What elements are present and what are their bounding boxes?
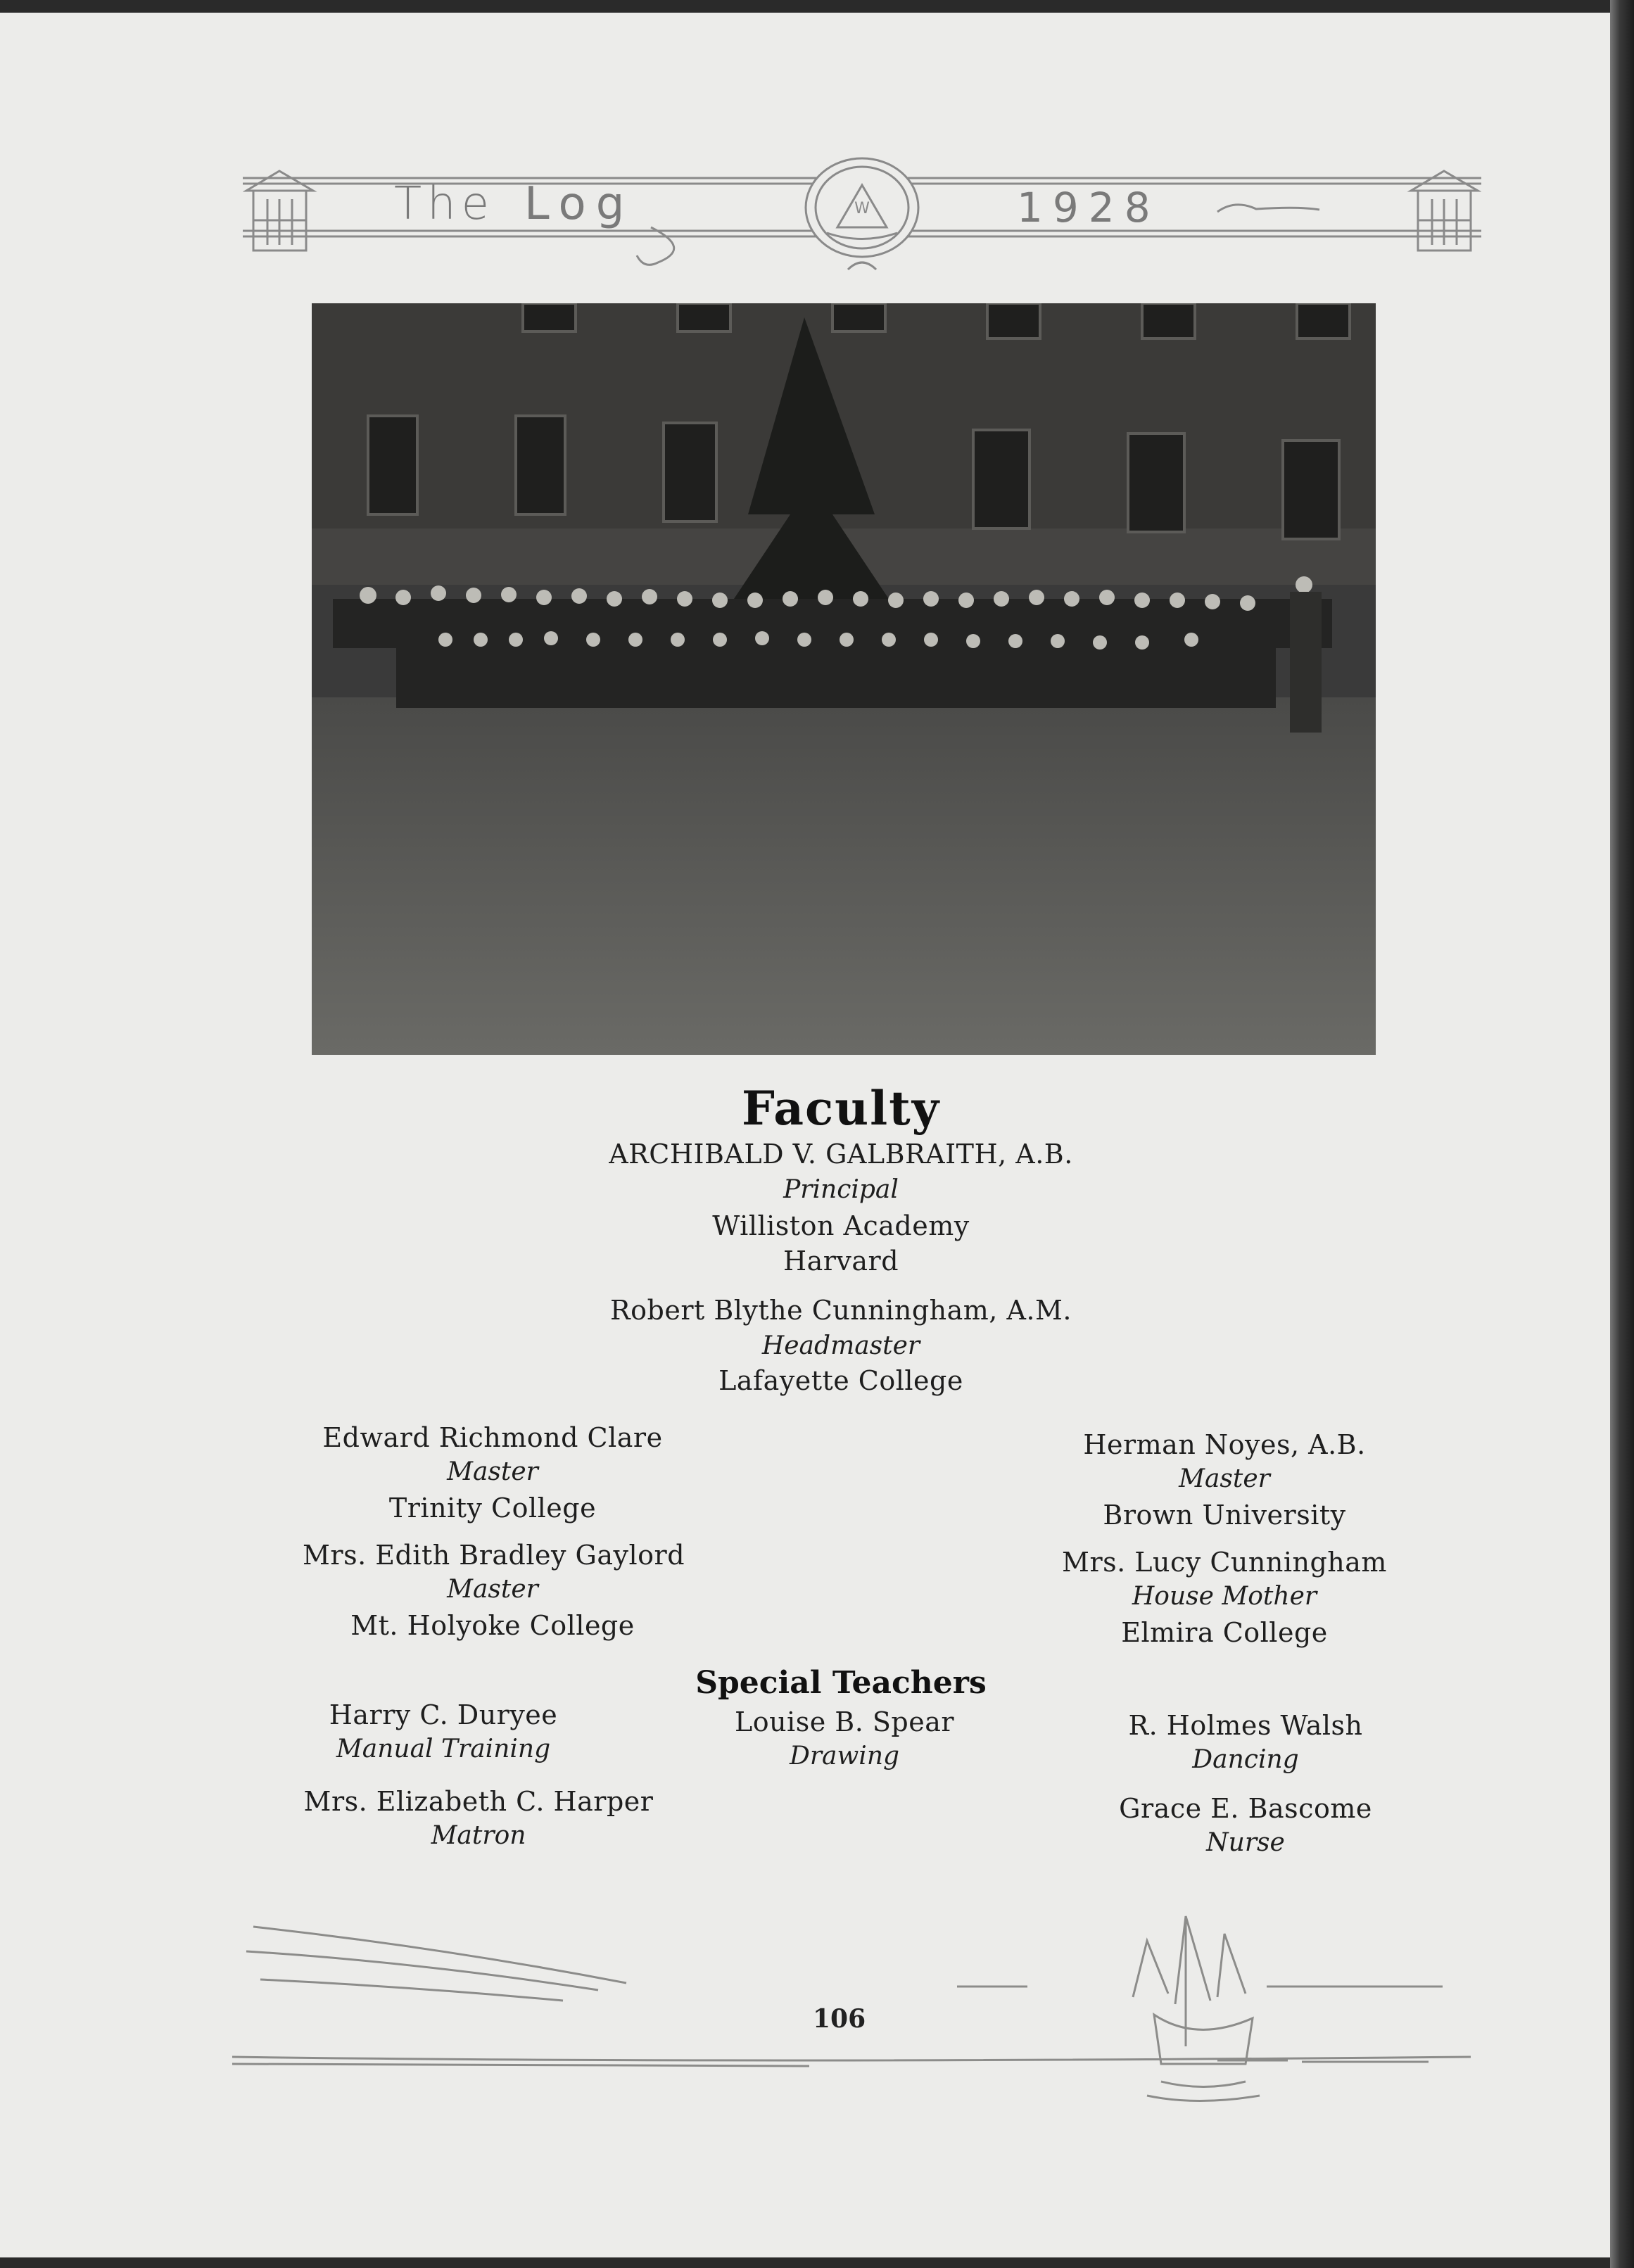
special-entry-left-1: [303, 1699, 584, 1763]
faculty-role: Master: [447, 1575, 538, 1604]
principal-name: ARCHIBALD V. GALBRAITH, A.B.: [609, 1139, 1073, 1170]
faculty-entry-right-2: [1041, 1547, 1407, 1648]
faculty-entry-left-2: [303, 1540, 683, 1641]
special-role: Manual Training: [336, 1735, 551, 1763]
svg-text:W: W: [854, 200, 870, 217]
header-title-the: The: [394, 178, 495, 230]
principal-school-2: Harvard: [783, 1246, 899, 1276]
faculty-school: Trinity College: [388, 1493, 597, 1523]
special-role: Drawing: [789, 1742, 900, 1770]
special-name: Mrs. Elizabeth C. Harper: [303, 1786, 654, 1817]
special-name: R. Holmes Walsh: [1128, 1710, 1363, 1741]
special-entry-left-2: [303, 1786, 654, 1850]
special-entry-right-1: [1098, 1710, 1393, 1774]
faculty-entry-right-1: [1049, 1429, 1400, 1531]
headmaster-school: Lafayette College: [718, 1365, 963, 1396]
faculty-school: Mt. Holyoke College: [350, 1610, 635, 1641]
special-role: Nurse: [1206, 1828, 1285, 1857]
page-number: 106: [813, 2004, 866, 2034]
special-entry-center-1: [704, 1706, 985, 1770]
faculty-heading: Faculty: [741, 1081, 941, 1136]
header-title-log: Log: [524, 178, 635, 230]
faculty-name: Mrs. Edith Bradley Gaylord: [303, 1540, 685, 1571]
principal-school-1: Williston Academy: [712, 1210, 970, 1241]
faculty-role: House Mother: [1132, 1582, 1317, 1611]
special-role: Dancing: [1192, 1745, 1299, 1774]
faculty-school: Brown University: [1103, 1500, 1346, 1531]
headmaster-role: Headmaster: [761, 1331, 920, 1360]
faculty-name: Mrs. Lucy Cunningham: [1062, 1547, 1387, 1578]
special-name: Grace E. Bascome: [1119, 1793, 1372, 1824]
special-entry-right-2: [1098, 1793, 1393, 1857]
faculty-role: Master: [447, 1457, 538, 1486]
faculty-group-photo: [312, 303, 1376, 1055]
special-name: Louise B. Spear: [734, 1706, 955, 1737]
header-year: 1928: [1017, 184, 1160, 232]
special-role: Matron: [431, 1821, 526, 1850]
faculty-school: Elmira College: [1121, 1617, 1328, 1648]
special-teachers-heading: Special Teachers: [695, 1665, 987, 1701]
faculty-name: Edward Richmond Clare: [322, 1422, 663, 1453]
book-spine-shadow: [1610, 0, 1634, 2268]
yearbook-page: [0, 13, 1611, 2257]
header-banner: [243, 157, 1481, 284]
special-name: Harry C. Duryee: [329, 1699, 558, 1730]
principal-role: Principal: [783, 1175, 899, 1204]
faculty-entry-left-1: [310, 1422, 676, 1523]
faculty-role: Master: [1179, 1464, 1270, 1493]
headmaster-name: Robert Blythe Cunningham, A.M.: [610, 1295, 1072, 1326]
faculty-name: Herman Noyes, A.B.: [1083, 1429, 1366, 1460]
